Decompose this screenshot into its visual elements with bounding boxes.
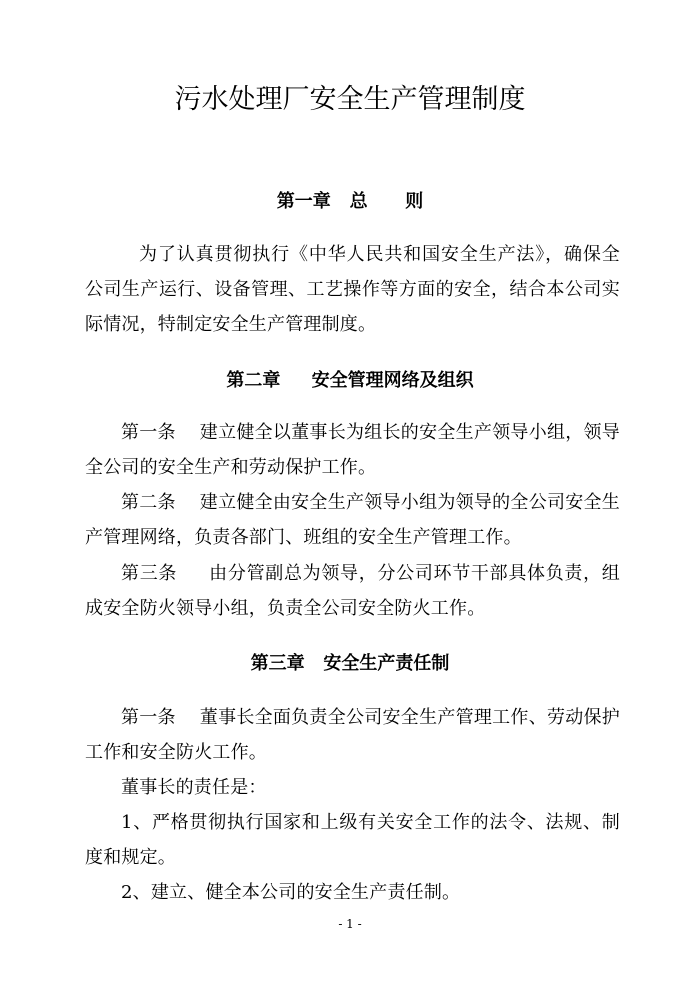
page-number: - 1 -: [338, 917, 362, 931]
chapter-2-article-1: 第一条 建立健全以董事长为组长的安全生产领导小组，领导全公司的安全生产和劳动保护工作。: [85, 422, 620, 478]
page-title: 污水处理厂安全生产管理制度: [174, 84, 526, 115]
chapter-3-heading: 第三章 安全生产责任制: [250, 653, 450, 674]
chairman-duty-2: 2、建立、健全本公司的安全生产责任制。: [121, 882, 461, 903]
chapter-1-paragraph: 为了认真贯彻执行《中华人民共和国安全生产法》，确保全公司生产运行、设备管理、工艺操作等方面的安全，结合本公司实际情况，特制定安全生产管理制度。: [85, 244, 620, 335]
chapter-2-heading: 第二章 安全管理网络及组织: [226, 370, 474, 391]
chapter-2-article-3: 第三条 由分管副总为领导，分公司环节干部具体负责，组成安全防火领导小组，负责全公司安全防火工作。: [85, 563, 620, 619]
chairman-duty-1: 1、严格贯彻执行国家和上级有关安全工作的法令、法规、制度和规定。: [85, 812, 620, 868]
chapter-2-article-2: 第二条 建立健全由安全生产领导小组为领导的全公司安全生产管理网络，负责各部门、班组的安全生产管理工作。: [85, 492, 620, 548]
chairman-duties-label: 董事长的责任是：: [121, 777, 267, 798]
chapter-3-article-1: 第一条 董事长全面负责全公司安全生产管理工作、劳动保护工作和安全防火工作。: [85, 707, 620, 763]
chapter-1-heading: 第一章 总 则: [276, 191, 424, 212]
